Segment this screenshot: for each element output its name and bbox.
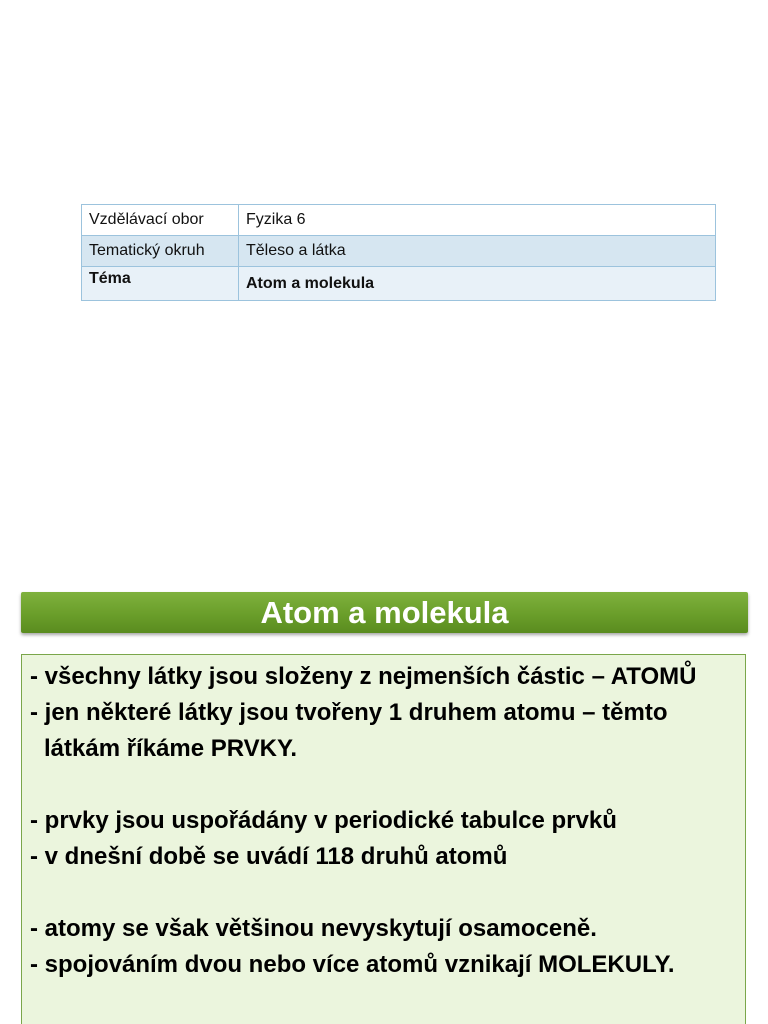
table-value: Fyzika 6 <box>239 205 716 236</box>
bullet-line-continuation: látkám říkáme PRVKY. <box>44 735 298 762</box>
bullet-line: - atomy se však většinou nevyskytují osamoceně. <box>30 915 597 942</box>
bullet-line: - všechny látky jsou složeny z nejmenších částic – ATOMŮ <box>30 663 697 690</box>
slide-content <box>21 654 746 1024</box>
bullet-line: - prvky jsou uspořádány v periodické tabulce prvků <box>30 807 617 834</box>
table-label: Tematický okruh <box>82 236 239 267</box>
table-label: Vzdělávací obor <box>82 205 239 236</box>
table-value: Těleso a látka <box>239 236 716 267</box>
table-row <box>82 236 716 267</box>
table-value: Atom a molekula <box>239 267 716 301</box>
bullet-line: - v dnešní době se uvádí 118 druhů atomů <box>30 843 508 870</box>
slide-title: Atom a molekula <box>21 592 748 633</box>
table-row <box>82 205 716 236</box>
bullet-line: - jen některé látky jsou tvořeny 1 druhem atomu – těmto <box>30 699 668 726</box>
table-row <box>82 267 716 301</box>
info-table <box>81 204 716 301</box>
spacer <box>30 875 745 911</box>
spacer <box>30 767 745 803</box>
bullet-line: - spojováním dvou nebo více atomů vznikají MOLEKULY. <box>30 951 675 978</box>
table-label: Téma <box>82 267 239 301</box>
